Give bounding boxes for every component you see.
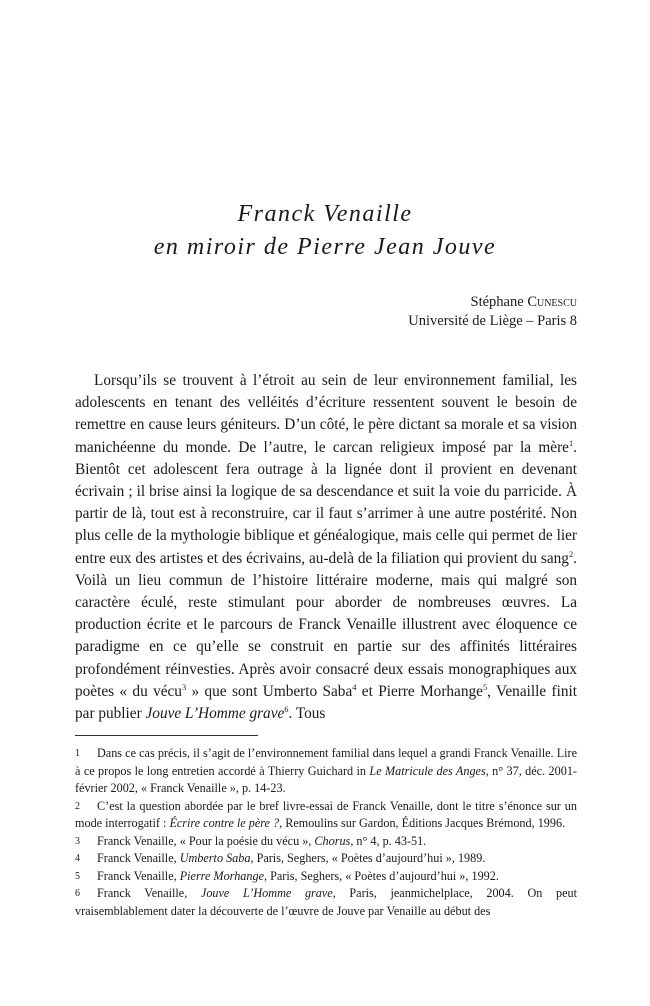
- author-last-name: Cunescu: [527, 294, 577, 310]
- body-text-segment: . Voilà un lieu commun de l’histoire littéraire moderne, mais qui malgré son caractère éculé, reste stimulant pour aborder de nombreuses œuvres. La production écrite et le parcours de Franck Venaille illustrent avec éloquence ce paradigme en ce qu’elle se construit en partie sur des affinités littéraires profondément réinvesties. Après avoir consacré deux essais monographiques aux poètes « du vécu: [75, 549, 577, 700]
- body-text-segment: , Venaille finit par publier: [75, 682, 577, 723]
- footnote-number: 1: [75, 748, 80, 759]
- footnotes-list: [75, 745, 577, 920]
- footnote-ref[interactable]: 6: [284, 705, 289, 715]
- footnote-title: Umberto Saba: [179, 851, 251, 865]
- title-line-1: Franck Venaille: [237, 201, 413, 227]
- article-title: [75, 198, 575, 264]
- footnote-text: Franck Venaille,: [97, 851, 180, 865]
- footnote-ref[interactable]: 1: [568, 438, 574, 448]
- footnote-item: [75, 850, 577, 868]
- body-paragraph: [75, 370, 577, 725]
- footnote-text: , Paris, jeanmichelplace, 2004. On peut vraisemblablement dater la découverte de l’œuvre de Jouve par Venaille au début des: [75, 886, 577, 918]
- footnote-number: 5: [75, 870, 80, 882]
- body-text-segment: » que sont Umberto Saba: [186, 682, 353, 700]
- footnote-text: Franck Venaille, « Pour la poésie du vécu »,: [97, 833, 315, 848]
- footnote-title: Jouve L’Homme grave: [200, 886, 333, 900]
- author-affiliation: Université de Liège – Paris 8: [408, 313, 577, 329]
- footnote-item: [75, 798, 577, 833]
- footnote-ref[interactable]: 3: [181, 682, 187, 692]
- footnote-text: , Paris, Seghers, « Poètes d’aujourd’hui », 1989.: [250, 851, 486, 865]
- footnote-text: , n° 37, déc. 2001-février 2002, « Franck Venaille », p. 14-23.: [75, 763, 577, 795]
- footnote-ref[interactable]: 4: [352, 682, 357, 692]
- footnote-ref[interactable]: 2: [568, 549, 574, 559]
- footnote-divider: [75, 735, 258, 736]
- footnote-title: Le Matricule des Anges: [369, 763, 486, 778]
- body-text-segment: . Tous: [288, 705, 326, 723]
- book-title: Jouve L’Homme grave: [145, 705, 285, 723]
- body-text-segment: et Pierre Morhange: [356, 682, 483, 700]
- author-name: [408, 293, 577, 312]
- footnote-number: 3: [75, 835, 80, 847]
- footnote-text: , n° 4, p. 43-51.: [350, 833, 427, 848]
- footnote-text: , Remoulins sur Gardon, Éditions Jacques Brémond, 1996.: [279, 816, 566, 830]
- body-text-segment: Lorsqu’ils se trouvent à l’étroit au sein de leur environnement familial, les adolescents en tenant des velléités d’écriture ressentent souvent le besoin de remettre en cause leurs géniteurs. D’un côté, le père dictant sa morale et sa vision manichéenne du monde. De l’autre, le carcan religieux imposé par la mère: [75, 372, 577, 456]
- footnote-text: Dans ce cas précis, il s’agit de l’environnement familial dans lequel a grandi Franck Venaille. Lire à ce propos le long entretien accordé à Thierry Guichard in: [75, 746, 577, 778]
- footnote-item: [75, 885, 577, 920]
- footnote-title: Écrire contre le père ?: [169, 816, 280, 830]
- footnote-item: [75, 745, 577, 798]
- footnote-text: C’est la question abordée par le bref livre-essai de Franck Venaille, dont le titre s’énonce sur un mode interrogatif :: [75, 798, 577, 830]
- footnote-title: Chorus: [314, 833, 351, 848]
- footnote-text: Franck Venaille,: [97, 868, 180, 883]
- footnote-text: Franck Venaille,: [97, 886, 201, 900]
- author-first-name: Stéphane: [470, 294, 524, 310]
- footnote-number: 2: [75, 800, 80, 812]
- footnote-item: [75, 833, 577, 851]
- footnote-ref[interactable]: 5: [482, 682, 488, 692]
- body-text-segment: . Bientôt cet adolescent fera outrage à la lignée dont il provient en devenant écrivain ; il brise ainsi la logique de sa descendance et suit la voie du parricide. À partir de là, tout est à reconstruire, car il faut s’arrimer à une autre postérité. Non plus celle de la mythologie biblique et généalogique, mais celle qui permet de lier entre eux des artistes et des écrivains, au-delà de la filiation qui provient du sang: [75, 438, 577, 567]
- author-block: [408, 293, 577, 331]
- footnote-number: 6: [75, 888, 80, 899]
- footnote-number: 4: [75, 853, 80, 864]
- title-line-2: en miroir de Pierre Jean Jouve: [153, 234, 497, 260]
- footnote-title: Pierre Morhange: [179, 868, 264, 883]
- footnote-text: , Paris, Seghers, « Poètes d’aujourd’hui », 1992.: [264, 868, 499, 883]
- footnote-item: [75, 868, 577, 886]
